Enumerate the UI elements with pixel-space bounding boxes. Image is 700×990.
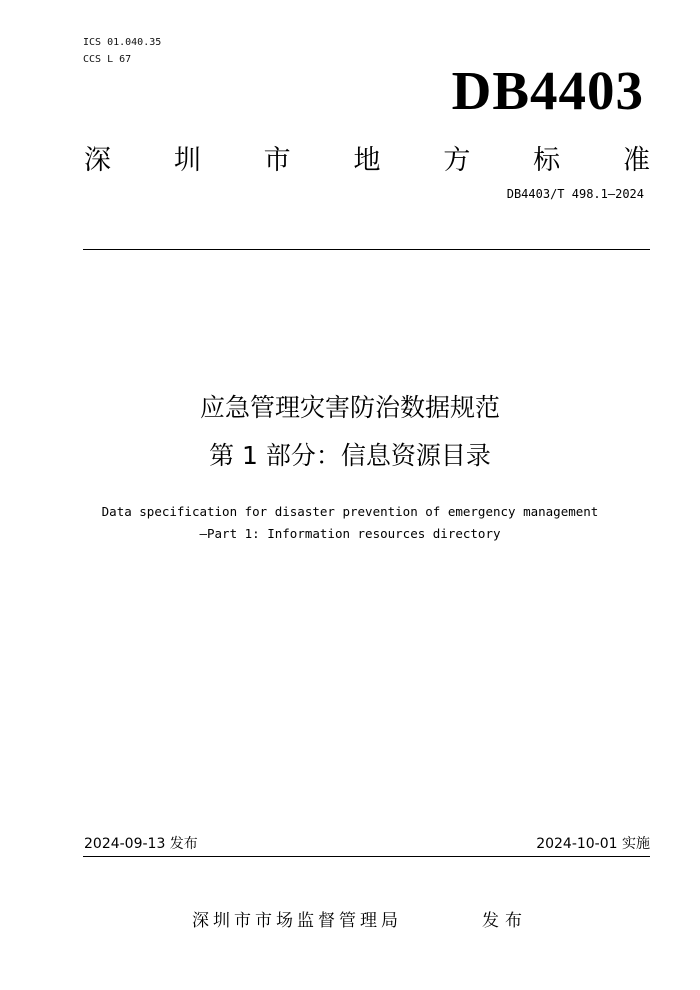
standard-type-char: 深 — [84, 145, 111, 176]
title-main-cn: 应急管理灾害防治数据规范 — [199, 393, 500, 422]
standard-type-char: 地 — [353, 145, 381, 176]
ics-code: ICS 01.040.35 — [83, 37, 162, 48]
issuer-suffix: 发布 — [482, 911, 528, 931]
ccs-code: CCS L 67 — [83, 54, 132, 65]
standard-type-char: 圳 — [173, 145, 201, 176]
title-en-line1: Data specification for disaster prevention of emergency management — [101, 504, 599, 519]
standard-type-char: 准 — [622, 145, 650, 176]
standard-number: DB4403/T 498.1—2024 — [506, 187, 644, 201]
title-part-cn: 第 1 部分：信息资源目录 — [209, 441, 491, 470]
standard-type-char: 方 — [443, 145, 471, 176]
standard-type-char: 市 — [263, 145, 291, 176]
header-divider — [83, 249, 650, 250]
footer-divider — [83, 856, 650, 857]
standard-code: DB4403 — [451, 60, 644, 121]
standard-type-char: 标 — [533, 145, 561, 176]
issuer: 深圳市市场监督管理局 — [192, 911, 402, 931]
title-en-line2: —Part 1: Information resources directory — [199, 526, 501, 541]
implementation-date: 2024-10-01 实施 — [536, 836, 650, 852]
issue-date: 2024-09-13 发布 — [84, 836, 198, 852]
classification-codes — [83, 34, 161, 68]
standard-type — [84, 141, 650, 181]
